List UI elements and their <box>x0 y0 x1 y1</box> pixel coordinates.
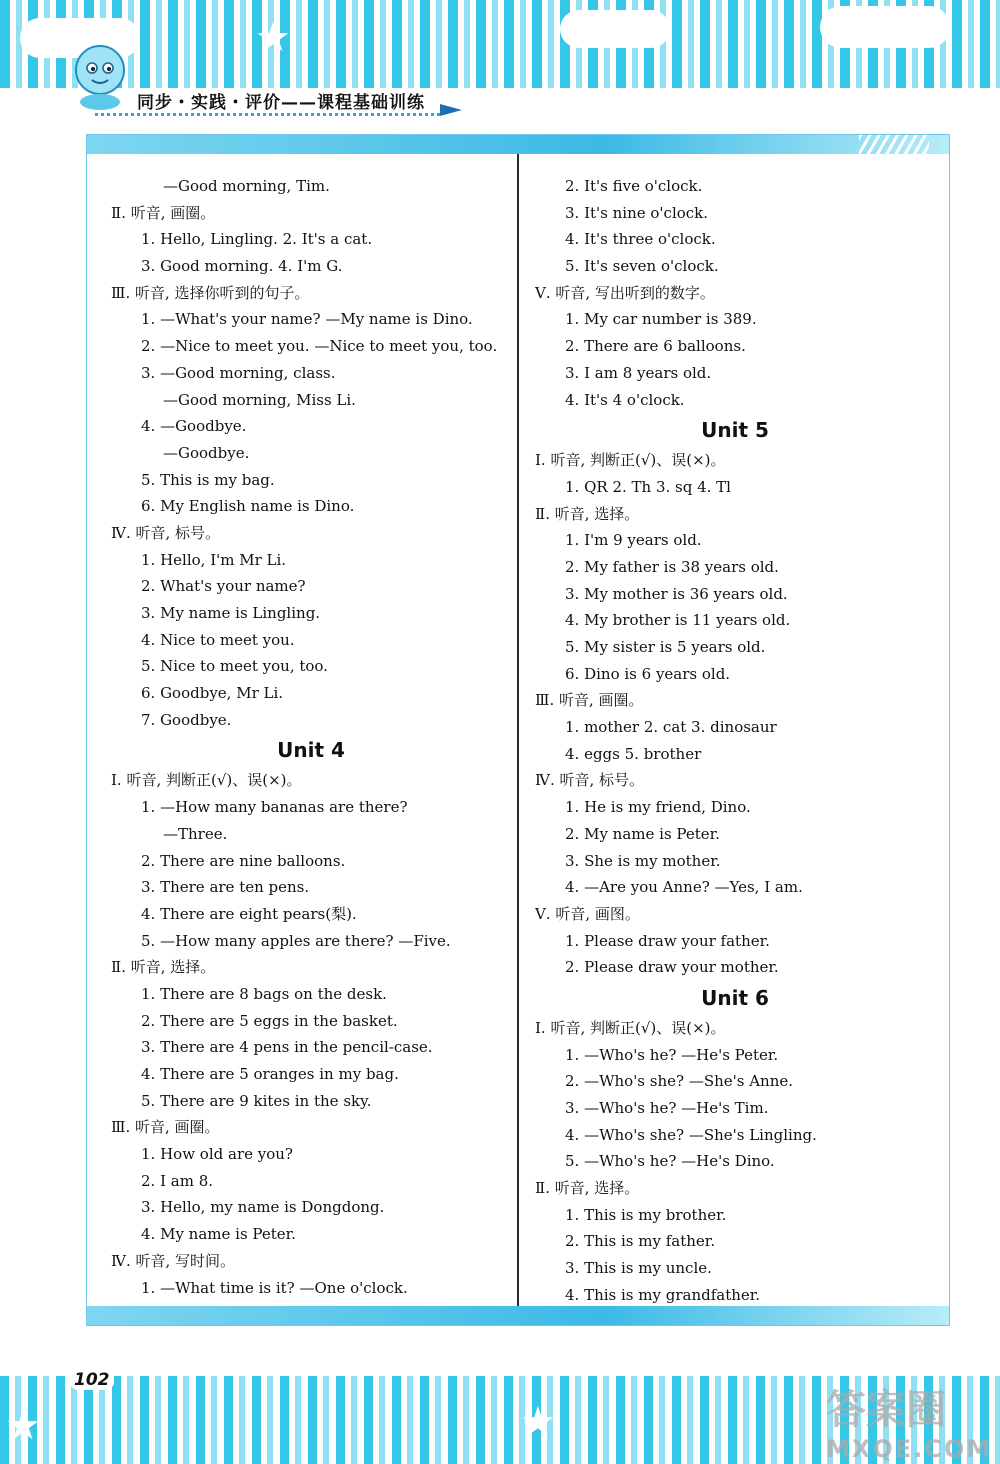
watermark-url: MXQE.COM <box>826 1435 993 1463</box>
answer-line: 6. My English name is Dino. <box>141 497 355 516</box>
answer-line: 3. There are ten pens. <box>141 878 310 897</box>
answer-line: 5. There are 9 kites in the sky. <box>141 1091 372 1110</box>
answer-line: 5. —Who's he? —He's Dino. <box>565 1152 775 1171</box>
answer-line: 3. I am 8 years old. <box>565 363 712 382</box>
answer-line: 6. Goodbye, Mr Li. <box>141 684 284 703</box>
answer-line: 3. She is my mother. <box>565 851 721 870</box>
section-heading: Ⅳ. 听音, 标号。 <box>535 771 645 790</box>
answer-line: 1. There are 8 bags on the desk. <box>141 984 387 1003</box>
answer-line: 2. Please draw your mother. <box>565 958 779 977</box>
answer-line: 5. Nice to meet you, too. <box>141 657 328 676</box>
answer-line: 4. It's 4 o'clock. <box>565 390 685 409</box>
section-heading: Ⅳ. 听音, 标号。 <box>111 523 221 542</box>
answer-line: 3. Hello, my name is Dongdong. <box>141 1198 385 1217</box>
answer-line: 1. I'm 9 years old. <box>565 531 702 550</box>
section-heading: Ⅴ. 听音, 画图。 <box>535 904 640 923</box>
answer-line: —Goodbye. <box>163 443 250 462</box>
unit-heading: Unit 6 <box>701 985 769 1010</box>
answer-line: 1. My car number is 389. <box>565 310 757 329</box>
section-heading: Ⅱ. 听音, 选择。 <box>111 958 216 977</box>
answer-line: 1. This is my brother. <box>565 1205 727 1224</box>
answer-line: 1. How old are you? <box>141 1145 293 1164</box>
cloud-decoration <box>560 10 670 48</box>
answer-line: 2. This is my father. <box>565 1232 716 1251</box>
answer-line: 4. eggs 5. brother <box>565 744 702 763</box>
top-decorative-band <box>0 0 1000 88</box>
watermark-logo <box>826 1378 992 1463</box>
answer-line: 3. It's nine o'clock. <box>565 203 709 222</box>
answer-line: 4. This is my grandfather. <box>565 1285 761 1304</box>
answer-line: 4. My name is Peter. <box>141 1225 296 1244</box>
cloud-decoration <box>820 6 950 48</box>
answer-line: 1. mother 2. cat 3. dinosaur <box>565 718 777 737</box>
answer-line: 1. QR 2. Th 3. sq 4. Tl <box>565 477 731 496</box>
answer-line: 1. Hello, I'm Mr Li. <box>141 550 287 569</box>
answer-line: 1. Hello, Lingling. 2. It's a cat. <box>141 230 373 249</box>
answer-line: 3. —Good morning, class. <box>141 363 336 382</box>
answer-line: 4. There are eight pears(梨). <box>141 904 357 923</box>
section-heading: Ⅲ. 听音, 画圈。 <box>535 691 644 710</box>
answer-line: 5. This is my bag. <box>141 470 275 489</box>
page-number: 102 <box>70 1370 114 1390</box>
answer-line: 3. There are 4 pens in the pencil-case. <box>141 1038 433 1057</box>
section-heading: Ⅴ. 听音, 写出听到的数字。 <box>535 283 715 302</box>
answer-line: 2. —Nice to meet you. —Nice to meet you, too. <box>141 337 498 356</box>
answer-line: 4. Nice to meet you. <box>141 630 295 649</box>
answer-line: 5. —How many apples are there? —Five. <box>141 931 451 950</box>
section-heading: Ⅲ. 听音, 画圈。 <box>111 1118 220 1137</box>
answer-line: —Good morning, Miss Li. <box>163 390 356 409</box>
answer-line: 2. —Who's she? —She's Anne. <box>565 1072 794 1091</box>
answer-line: 5. My sister is 5 years old. <box>565 638 766 656</box>
answer-line: 5. It's seven o'clock. <box>565 257 719 276</box>
star-icon: ★ <box>255 15 291 61</box>
section-heading: Ⅰ. 听音, 判断正(√)、误(×)。 <box>535 1018 726 1037</box>
answer-line: 3. This is my uncle. <box>565 1259 712 1278</box>
answer-line: 4. It's three o'clock. <box>565 230 716 249</box>
answer-line: 2. There are 5 eggs in the basket. <box>141 1011 398 1030</box>
answer-line: 2. What's your name? <box>141 577 306 596</box>
section-heading: Ⅱ. 听音, 选择。 <box>535 1179 640 1198</box>
frame-bottom-bar <box>87 1306 949 1325</box>
column-divider <box>517 154 519 1306</box>
section-heading: Ⅳ. 听音, 写时间。 <box>111 1251 236 1270</box>
answer-line: 4. My brother is 11 years old. <box>565 611 791 630</box>
answer-line: 2. I am 8. <box>141 1171 214 1190</box>
section-heading: Ⅲ. 听音, 选择你听到的句子。 <box>111 283 310 302</box>
star-icon: ★ <box>520 1399 556 1445</box>
answer-line: 4. —Goodbye. <box>141 417 247 436</box>
answer-line: 2. My father is 38 years old. <box>565 557 779 576</box>
section-heading: Ⅰ. 听音, 判断正(√)、误(×)。 <box>535 451 726 470</box>
answer-line: 2. My name is Peter. <box>565 824 720 843</box>
answer-line: 3. My name is Lingling. <box>141 604 321 622</box>
right-column <box>535 173 935 1309</box>
left-column <box>111 173 511 1301</box>
mascot-illustration <box>64 40 134 112</box>
section-heading: Ⅱ. 听音, 画圈。 <box>111 203 216 222</box>
answer-line: 1. —What's your name? —My name is Dino. <box>141 310 473 329</box>
watermark-logo-text: 答案圈 <box>826 1387 946 1433</box>
answer-line: 2. There are 6 balloons. <box>565 337 746 356</box>
answer-line: 2. It's five o'clock. <box>565 177 703 195</box>
header-dotted-line <box>95 113 440 116</box>
star-icon: ★ <box>5 1403 41 1449</box>
section-heading: Ⅱ. 听音, 选择。 <box>535 504 640 523</box>
answer-line: 1. —Who's he? —He's Peter. <box>565 1045 779 1064</box>
answer-frame <box>86 134 950 1326</box>
unit-heading: Unit 5 <box>701 418 769 443</box>
answer-line: 4. There are 5 oranges in my bag. <box>141 1065 399 1083</box>
unit-heading: Unit 4 <box>277 738 345 763</box>
answer-line: 3. —Who's he? —He's Tim. <box>565 1099 769 1117</box>
answer-line: 3. Good morning. 4. I'm G. <box>141 257 343 276</box>
answer-line: 1. —How many bananas are there? <box>141 798 408 817</box>
answer-line: —Good morning, Tim. <box>163 177 330 195</box>
answer-line: 7. Goodbye. <box>141 710 232 729</box>
answer-line: —Three. <box>163 824 228 843</box>
answer-line: 6. Dino is 6 years old. <box>565 664 731 683</box>
answer-line: 4. —Are you Anne? —Yes, I am. <box>565 878 803 897</box>
arrow-icon <box>440 104 462 116</box>
answer-line: 1. He is my friend, Dino. <box>565 798 751 817</box>
answer-line: 2. There are nine balloons. <box>141 851 346 870</box>
section-heading: Ⅰ. 听音, 判断正(√)、误(×)。 <box>111 771 302 790</box>
answer-line: 1. —What time is it? —One o'clock. <box>141 1278 408 1297</box>
answer-line: 4. —Who's she? —She's Lingling. <box>565 1125 817 1144</box>
answer-line: 3. My mother is 36 years old. <box>565 584 788 603</box>
running-header-title: 同步・实践・评价——课程基础训练 <box>137 93 425 113</box>
answer-line: 1. Please draw your father. <box>565 931 770 950</box>
frame-top-bar <box>87 135 949 154</box>
